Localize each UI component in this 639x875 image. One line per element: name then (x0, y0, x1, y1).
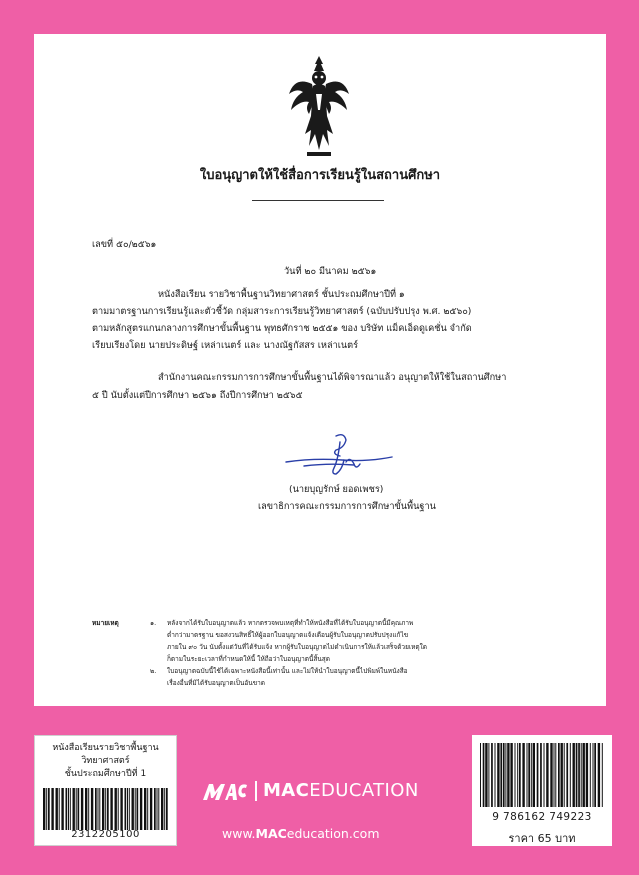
barcode-bar (144, 788, 146, 830)
website-url: www.MACeducation.com (222, 826, 380, 841)
barcode-bar (578, 743, 580, 807)
barcode-bar (95, 788, 97, 830)
note-line: หลังจากได้รับใบอนุญาตแล้ว หากตรวจพบเหตุที่ทำให้หนังสือที่ได้รับใบอนุญาตนี้มีคุณภาพ (167, 619, 414, 627)
book-info-label (34, 735, 177, 846)
signer-name: (นายบุญรักษ์ ยอดเพชร) (289, 484, 384, 495)
barcode-bar (480, 743, 481, 807)
barcode-bar (56, 788, 58, 830)
barcode-bar (88, 788, 89, 830)
title-underline (252, 200, 384, 201)
barcode-bar (503, 743, 505, 807)
barcode-bar (590, 743, 591, 807)
barcode-bar (73, 788, 75, 830)
license-number: เลขที่ ๕๐/๒๕๖๑ (92, 239, 157, 250)
barcode-bar (507, 743, 509, 807)
barcode-bar (576, 743, 578, 807)
barcode-bar (522, 743, 524, 807)
product-code: 2312205100 (71, 829, 140, 840)
barcode-bar (46, 788, 47, 830)
body-line: เรียบเรียงโดย นายประดิษฐ์ เหล่าเนตร์ และ นางณัฐกัสสร เหล่าเนตร์ (92, 340, 359, 351)
barcode-bar (157, 788, 158, 830)
barcode-bar (164, 788, 165, 830)
signer-position: เลขาธิการคณะกรรมการการศึกษาขั้นพื้นฐาน (258, 501, 436, 512)
barcode-bar (510, 743, 512, 807)
barcode-bar (161, 788, 163, 830)
body-line: ตามหลักสูตรแกนกลางการศึกษาขั้นพื้นฐาน พุทธศักราช ๒๕๕๑ ของ บริษัท แม็คเอ็ดดูเคชั่น จำกัด (92, 323, 472, 334)
note-line: ใบอนุญาตฉบับนี้ใช้ได้เฉพาะหนังสือนี้เท่านั้น และไม่ให้นำใบอนุญาตนี้ไปพิมพ์ในหนังสือ (167, 667, 408, 675)
barcode-bar (59, 788, 60, 830)
barcode-bar (561, 743, 563, 807)
barcode-bar (118, 788, 119, 830)
barcode-bar (147, 788, 148, 830)
note-line: ต่ำกว่ามาตรฐาน ขอสงวนสิทธิ์ให้ผู้ออกใบอนุญาตแจ้งเตือนผู้รับใบอนุญาตปรับปรุงแก้ไข (167, 631, 409, 639)
brand-name: MACEDUCATION (263, 780, 419, 801)
barcode-bar (495, 743, 496, 807)
barcode-bar (105, 788, 106, 830)
barcode-bar (558, 743, 560, 807)
barcode-bar (497, 743, 499, 807)
barcode-bar (555, 743, 556, 807)
barcode-bar (132, 788, 134, 830)
barcode-bar (564, 743, 565, 807)
barcode-bar (550, 743, 552, 807)
book-info-line: ชั้นประถมศึกษาปีที่ 1 (64, 769, 147, 779)
barcode-bar (48, 788, 50, 830)
barcode-bar (85, 788, 87, 830)
barcode-bar (107, 788, 109, 830)
barcode-bar (531, 743, 532, 807)
barcode-bar (102, 788, 104, 830)
barcode-bar (528, 743, 530, 807)
barcode-bar (99, 788, 100, 830)
barcode-bar (154, 788, 156, 830)
barcode-bar (519, 743, 521, 807)
barcode-bar (527, 743, 528, 807)
barcode-bar (129, 788, 130, 830)
barcode-bar (51, 788, 53, 830)
barcode-bar (110, 788, 112, 830)
body-line: ๕ ปี นับตั้งแต่ปีการศึกษา ๒๕๖๑ ถึงปีการศึกษา ๒๕๖๕ (92, 390, 303, 401)
barcode-bar (586, 743, 588, 807)
note-number: ๒. (150, 667, 157, 675)
barcode-bar (70, 788, 71, 830)
barcode-bar (81, 788, 83, 830)
barcode-bar (505, 743, 506, 807)
barcode-bar (135, 788, 136, 830)
body-line: สำนักงานคณะกรรมการการศึกษาขั้นพื้นฐานได้พิจารณาแล้ว อนุญาตให้ใช้ในสถานศึกษา (158, 372, 507, 383)
barcode-bar (140, 788, 142, 830)
barcode-bar (602, 743, 603, 807)
barcode-bar (61, 788, 63, 830)
barcode-bar (483, 743, 485, 807)
note-line: เรื่องอื่นที่มิได้รับอนุญาตเป็นอันขาด (167, 679, 266, 687)
barcode-bar (537, 743, 539, 807)
book-info-line: วิทยาศาสตร์ (81, 756, 130, 766)
barcode-bar (515, 743, 516, 807)
barcode-bar (583, 743, 585, 807)
barcode-bar (76, 788, 77, 830)
barcode-bar (91, 788, 93, 830)
barcode-bar (540, 743, 542, 807)
barcode-bar (485, 743, 487, 807)
isbn-number: 9 786162 749223 (492, 811, 592, 823)
isbn-barcode (480, 743, 604, 807)
isbn-price-label (472, 735, 612, 846)
barcode-bar (125, 788, 127, 830)
barcode-bar (150, 788, 152, 830)
body-line: ตามมาตรฐานการเรียนรู้และตัวชี้วัด กลุ่มสาระการเรียนรู้วิทยาศาสตร์ (ฉบับปรับปรุง พ.ศ. ๒๕๖๐) (92, 306, 472, 317)
barcode-bar (43, 788, 45, 830)
body-line: หนังสือเรียน รายวิชาพื้นฐานวิทยาศาสตร์ ชั้นประถมศึกษาปีที่ ๑ (158, 289, 405, 300)
mac-logo-icon (203, 782, 247, 800)
barcode-bar (137, 788, 139, 830)
barcode-bar (158, 788, 159, 830)
barcode-bar (488, 743, 489, 807)
signature-image (284, 430, 394, 478)
barcode-bar (517, 743, 518, 807)
note-number: ๑. (150, 619, 157, 627)
barcode-bar (573, 743, 575, 807)
mac-education-logo (203, 778, 443, 804)
barcode-bar (166, 788, 168, 830)
barcode-bar (78, 788, 80, 830)
barcode-bar (593, 743, 594, 807)
barcode-bar (127, 788, 128, 830)
license-document (34, 34, 606, 706)
book-info-line: หนังสือเรียนรายวิชาพื้นฐาน (52, 743, 159, 753)
barcode-bar (570, 743, 571, 807)
note-line: ก็ตามในระยะเวลาที่กำหนดให้นี้ ให้ถือว่าใบอนุญาตนี้สิ้นสุด (167, 655, 330, 663)
barcode-bar (581, 743, 582, 807)
barcode-bar (66, 788, 68, 830)
barcode-bar (546, 743, 548, 807)
note-line: ภายใน ๙๐ วัน นับตั้งแต่วันที่ได้รับแจ้ง หากผู้รับใบอนุญาตไม่ดำเนินการให้แล้วเสร็จด้วยเหตุใด (167, 643, 428, 651)
logo-divider (255, 781, 257, 801)
barcode-bar (598, 743, 600, 807)
notes-label: หมายเหตุ (92, 619, 119, 627)
license-date: วันที่ ๒๐ มีนาคม ๒๕๖๑ (284, 266, 377, 277)
barcode-bar (566, 743, 568, 807)
barcode-bar (68, 788, 69, 830)
barcode-bar (500, 743, 502, 807)
book-price: ราคา 65 บาท (508, 832, 576, 845)
barcode-bar (98, 788, 99, 830)
garuda-emblem-icon (287, 54, 351, 160)
barcode-bar (491, 743, 493, 807)
barcode-bar (594, 743, 596, 807)
barcode-bar (115, 788, 117, 830)
barcode-bar (554, 743, 555, 807)
document-title: ใบอนุญาตให้ใช้สื่อการเรียนรู้ในสถานศึกษา (199, 168, 441, 183)
barcode-bar (120, 788, 122, 830)
barcode-bar (533, 743, 535, 807)
product-barcode (43, 788, 168, 830)
barcode-bar (544, 743, 545, 807)
